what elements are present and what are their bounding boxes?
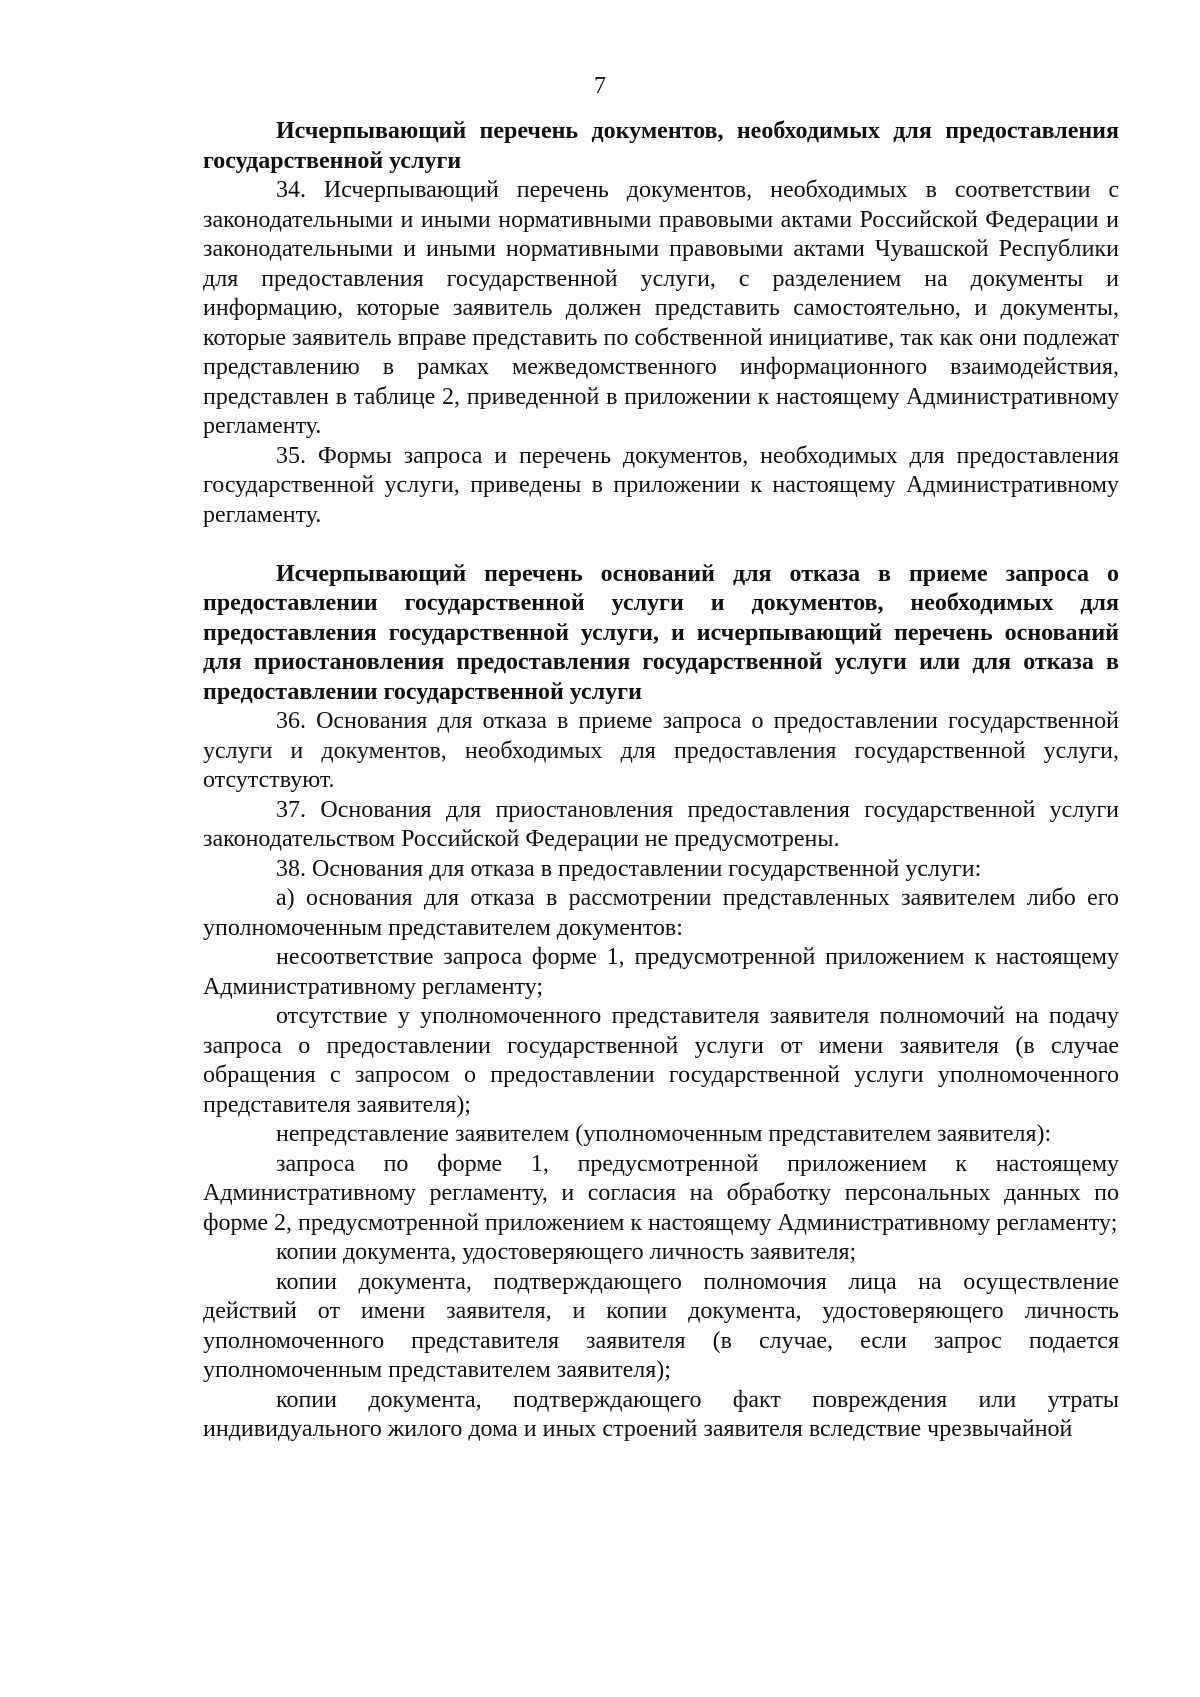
list-item: отсутствие у уполномоченного представителя заявителя полномочий на подачу запроса о предоставлении государственной услуги от имени заявителя (в случае обращения с запросом о предоставлении государственной услуги уполномоченного представителя заявителя);	[203, 1003, 1119, 1118]
paragraph-38a: а) основания для отказа в рассмотрении представленных заявителем либо его уполномоченным представителем документов:	[203, 885, 1119, 941]
list-item: запроса по форме 1, предусмотренной приложением к настоящему Административному регламенту, и согласия на обработку персональных данных по форме 2, предусмотренной приложением к настоящему Административному регламенту;	[203, 1150, 1119, 1236]
list-item: непредставление заявителем (уполномоченным представителем заявителя):	[276, 1121, 1052, 1147]
paragraph-36: 36. Основания для отказа в приеме запроса о предоставлении государственной услуги и документов, необходимых для предоставления государственной услуги, отсутствуют.	[203, 708, 1119, 793]
section-heading-refusal-grounds: Исчерпывающий перечень оснований для отказа в приеме запроса о предоставлении государственной услуги и документов, необходимых для предоставления государственной услуги, и исчерпывающий перечень оснований для приостановления предоставления государственной услуги или для отказа в предоставлении государственной услуги	[203, 560, 1119, 705]
section-heading-documents: Исчерпывающий перечень документов, необходимых для предоставления государственной услуги	[203, 118, 1119, 174]
list-item: несоответствие запроса форме 1, предусмотренной приложением к настоящему Административному регламенту;	[203, 944, 1119, 1000]
list-item: копии документа, удостоверяющего личность заявителя;	[276, 1239, 857, 1265]
paragraph-34: 34. Исчерпывающий перечень документов, необходимых в соответствии с законодательными и иными нормативными правовыми актами Российской Федерации и законодательными и иными нормативными правовыми актами Чувашской Республики для предоставления государственной услуги, с разделением на документы и информацию, которые заявитель должен представить самостоятельно, и документы, которые заявитель вправе представить по собственной инициативе, так как они подлежат представлению в рамках межведомственного информационного взаимодействия, представлен в таблице 2, приведенной в приложении к настоящему Административному регламенту.	[203, 177, 1119, 439]
page-number: 7	[594, 73, 606, 99]
list-item: копии документа, подтверждающего полномочия лица на осуществление действий от имени заявителя, и копии документа, удостоверяющего личность уполномоченного представителя заявителя (в случае, если запрос подается уполномоченным представителем заявителя);	[203, 1268, 1119, 1383]
paragraph-38: 38. Основания для отказа в предоставлении государственной услуги:	[276, 855, 982, 882]
paragraph-37: 37. Основания для приостановления предоставления государственной услуги законодательством Российской Федерации не предусмотрены.	[203, 796, 1119, 852]
document-body	[203, 117, 1119, 1445]
section-gap	[203, 530, 1119, 560]
paragraph-35: 35. Формы запроса и перечень документов, необходимых для предоставления государственной услуги, приведены в приложении к настоящему Административному регламенту.	[203, 442, 1119, 528]
list-item: копии документа, подтверждающего факт повреждения или утраты индивидуального жилого дома и иных строений заявителя вследствие чрезвычайной	[203, 1386, 1119, 1442]
